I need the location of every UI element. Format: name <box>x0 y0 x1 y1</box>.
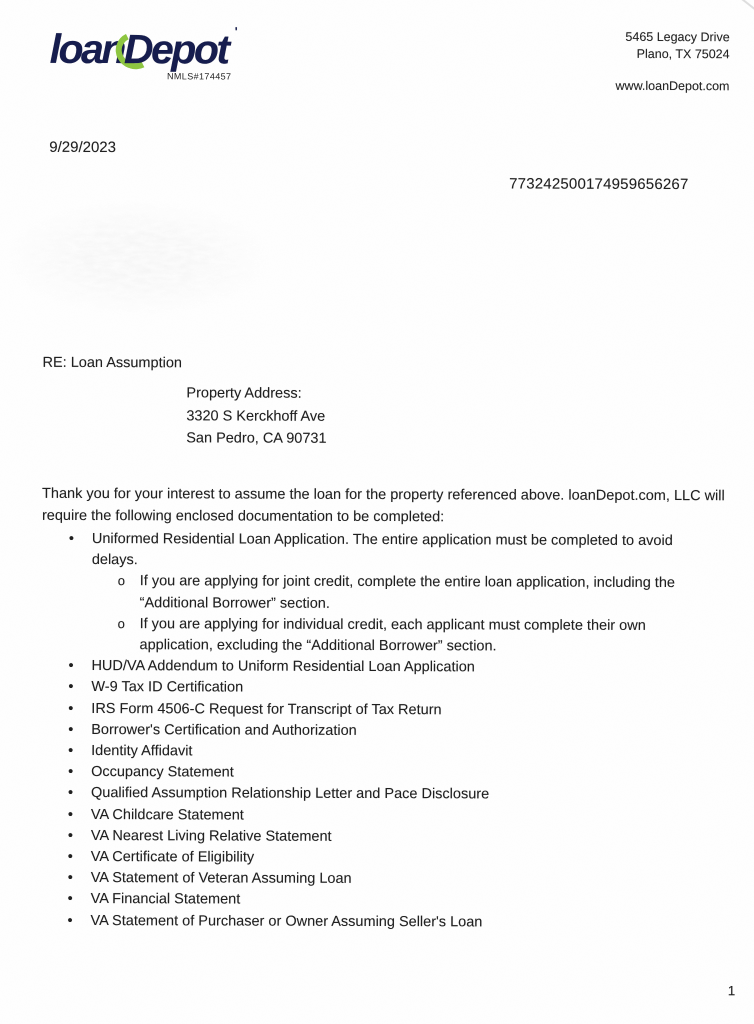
intro-paragraph: Thank you for your interest to assume the loan for the property referenced above. loanDepot.com, LLC will require the following enclosed documentation to be completed: <box>41 485 725 526</box>
company-website: www.loanDepot.com <box>615 78 730 94</box>
checklist-item <box>41 783 743 807</box>
checklist-item-text: • VA Statement of Veteran Assuming Loan <box>90 870 352 888</box>
checklist-item-text: • Identity Affidavit <box>91 743 193 760</box>
checklist-item <box>41 741 743 765</box>
logo-d-glyph: D <box>123 26 152 73</box>
document-checklist <box>41 529 744 934</box>
redacted-recipient-block <box>9 192 301 335</box>
checklist-item-text: • Uniformed Residential Loan Application. The entire application must be completed to avoid delays. <box>91 531 673 569</box>
property-street: 3320 S Kerckhoff Ave <box>186 407 326 425</box>
checklist-item <box>41 910 743 934</box>
checklist-item-text: • VA Childcare Statement <box>90 806 244 824</box>
logo-text-loan: loan <box>49 25 124 73</box>
checklist-item-text: • HUD/VA Addendum to Uniform Residential Loan Application <box>91 658 475 676</box>
checklist-item <box>41 698 743 722</box>
checklist-item-text: • VA Statement of Purchaser or Owner Assuming Seller's Loan <box>90 912 483 931</box>
property-city-state-zip: San Pedro, CA 90731 <box>186 430 327 447</box>
address-line2: Plano, TX 75024 <box>636 46 730 62</box>
nmls-number: NMLS#174457 <box>167 71 232 82</box>
checklist-item-text: • IRS Form 4506-C Request for Transcript of Tax Return <box>91 700 442 718</box>
checklist-item-text: • Occupancy Statement <box>91 764 234 781</box>
trademark-mark: ' <box>234 24 238 39</box>
checklist-item <box>41 889 743 913</box>
checklist-item-text: • VA Nearest Living Relative Statement <box>90 827 332 845</box>
property-address-label: Property Address: <box>186 385 302 402</box>
checklist-item-text: • Qualified Assumption Relationship Letter and Pace Disclosure <box>90 785 490 803</box>
company-address <box>616 29 730 95</box>
checklist-sublist <box>91 571 743 658</box>
checklist-item <box>41 656 743 680</box>
checklist-item <box>41 826 743 850</box>
logo-letter-d <box>123 26 152 73</box>
reference-number: 773242500174959656267 <box>509 175 689 194</box>
letter-body <box>41 483 745 934</box>
redaction-smudge <box>9 192 301 335</box>
checklist-item <box>41 868 743 892</box>
checklist-item <box>41 847 743 871</box>
checklist-item <box>41 677 743 701</box>
checklist-item <box>41 762 743 786</box>
page-number: 1 <box>727 983 736 999</box>
property-address-block <box>186 382 327 450</box>
letter-date: 9/29/2023 <box>49 138 117 157</box>
checklist-subitem: o If you are applying for individual credit, each applicant must complete their own application, excluding the “Additional Borrower” section. <box>91 614 701 659</box>
loandepot-logo <box>49 24 238 82</box>
checklist-item <box>41 720 743 744</box>
checklist-item-text: • VA Financial Statement <box>90 891 241 908</box>
checklist-item-text: • Borrower's Certification and Authorization <box>91 721 357 739</box>
subject-line: RE: Loan Assumption <box>42 354 182 372</box>
logo-text-epot: epot <box>150 26 228 73</box>
checklist-item <box>41 804 743 828</box>
checklist-item-text: • W-9 Tax ID Certification <box>91 679 244 696</box>
checklist-item <box>41 529 743 659</box>
checklist-subitem: o If you are applying for joint credit, complete the entire loan application, including the “Additional Borrower” section. <box>92 571 702 616</box>
address-line1: 5465 Legacy Drive <box>625 29 730 45</box>
checklist-item-text: • VA Certificate of Eligibility <box>90 849 255 866</box>
logo-wordmark <box>49 24 238 82</box>
